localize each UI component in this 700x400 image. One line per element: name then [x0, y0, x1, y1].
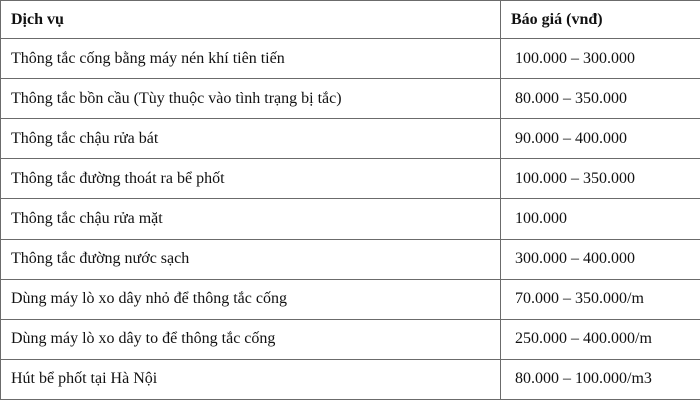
- service-cell: Hút bể phốt tại Hà Nội: [1, 359, 501, 399]
- service-cell: Thông tắc cống bằng máy nén khí tiên tiến: [1, 39, 501, 79]
- price-cell: 100.000 – 300.000: [501, 39, 700, 79]
- price-cell: 100.000: [501, 199, 700, 239]
- table-row: [1, 359, 700, 399]
- table-row: [1, 39, 700, 79]
- header-row: [1, 1, 700, 39]
- price-cell: 300.000 – 400.000: [501, 239, 700, 279]
- service-cell: Dùng máy lò xo dây nhỏ để thông tắc cống: [1, 279, 501, 319]
- header-service: Dịch vụ: [1, 1, 501, 39]
- table-row: [1, 159, 700, 199]
- table-row: [1, 199, 700, 239]
- table-row: [1, 239, 700, 279]
- table-row: [1, 79, 700, 119]
- price-cell: 80.000 – 350.000: [501, 79, 700, 119]
- price-cell: 100.000 – 350.000: [501, 159, 700, 199]
- service-cell: Thông tắc đường thoát ra bể phốt: [1, 159, 501, 199]
- service-cell: Dùng máy lò xo dây to để thông tắc cống: [1, 319, 501, 359]
- table-row: [1, 319, 700, 359]
- service-cell: Thông tắc chậu rửa mặt: [1, 199, 501, 239]
- price-cell: 80.000 – 100.000/m3: [501, 359, 700, 399]
- table-row: [1, 279, 700, 319]
- service-cell: Thông tắc bồn cầu (Tùy thuộc vào tình trạng bị tắc): [1, 79, 501, 119]
- table-row: [1, 119, 700, 159]
- service-cell: Thông tắc chậu rửa bát: [1, 119, 501, 159]
- header-price: Báo giá (vnđ): [501, 1, 700, 39]
- price-cell: 70.000 – 350.000/m: [501, 279, 700, 319]
- price-cell: 90.000 – 400.000: [501, 119, 700, 159]
- price-cell: 250.000 – 400.000/m: [501, 319, 700, 359]
- service-cell: Thông tắc đường nước sạch: [1, 239, 501, 279]
